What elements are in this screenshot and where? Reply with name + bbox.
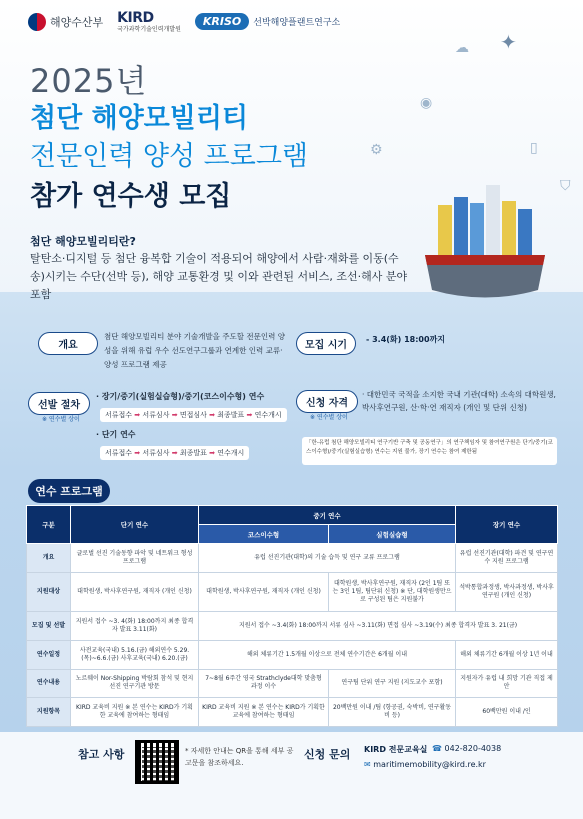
table-cell: 대학원생, 박사후연구원, 재직자 (개인 신청) xyxy=(199,572,329,612)
email-address: maritimemobility@kird.re.kr xyxy=(373,760,486,769)
table-cell: KIRD 교육비 지원 ※ 본 연수는 KIRD가 기획한 교육에 참여하는 형태임 xyxy=(199,698,329,727)
row-header: 연수일정 xyxy=(27,641,71,670)
eligibility-notice: 「한-유럽 첨단 해양모빌리티 연구기반 구축 및 공동연구」의 연구책임자 및 참여연구원은 단기/중기(코스이수형)/중기(실험실습형) 연수는 지원 불가, 장기 연수는 참여 제한됨 xyxy=(302,437,557,465)
inquiry-org: KIRD 전문교육실 xyxy=(364,745,428,754)
mail-icon: ✉ xyxy=(364,760,371,769)
process-long-title: · 장기/중기(실험실습형)/중기(코스이수형) 연수 xyxy=(96,392,265,401)
kird-name: KIRD xyxy=(117,10,154,26)
table-row xyxy=(27,572,558,612)
table-row xyxy=(27,669,558,698)
taegeuk-icon xyxy=(28,13,46,31)
gear-icon: ⚙ xyxy=(370,142,383,158)
logo-bar xyxy=(28,10,340,33)
reference-label: 참고 사항 xyxy=(78,748,125,761)
table-cell: 연구팀 단위 연구 지원 (지도교수 포함) xyxy=(329,669,456,698)
flow-step: 최종발표 xyxy=(179,449,207,457)
table-cell: 지원서 접수 ~3.4(화) 18:00까지 서류 심사 ~3.11(화) 면접 심사 ~3.19(수) 최종 합격자 발표 3. 21(금) xyxy=(199,612,558,641)
inquiry-email[interactable] xyxy=(364,760,486,769)
signal-icon: ◉ xyxy=(420,95,433,111)
programs-label: 연수 프로그램 xyxy=(28,479,110,503)
row-header: 모집 및 선발 xyxy=(27,612,71,641)
table-row xyxy=(27,544,558,573)
kriso-mark: KRISO xyxy=(195,13,249,30)
flow-step: 연수개시 xyxy=(217,449,245,457)
header-short: 단기 연수 xyxy=(71,506,199,544)
definition-answer: 탈탄소·디지털 등 첨단 융복합 기술이 적용되어 해양에서 사람·재화를 이동(수송)시키는 수단(선박 등), 해양 교통환경 및 이와 관련된 서비스, 조선·해사 분야 포함 xyxy=(30,252,408,301)
overview-label: 개요 xyxy=(38,332,98,355)
overview-text: 첨단 해양모빌리티 분야 기술개발을 주도할 전문인력 양성을 위해 유럽 우수 선도연구그룹과 연계한 인력 교류·양성 프로그램 제공 xyxy=(104,332,285,369)
inquiry-label: 신청 문의 xyxy=(304,748,351,761)
program-table xyxy=(26,505,557,727)
kriso-logo xyxy=(195,13,340,30)
eligibility-text: · 대한민국 국적을 소지한 국내 기관(대학) 소속의 대학원생, 박사후연구원, 산·학·연 재직자 (개인 및 단위 신청) xyxy=(362,390,556,412)
phone-icon: ☎ xyxy=(432,744,442,753)
table-cell: 사전교육(국내) 5.16.(금) 해외연수 5.29.(목)~6.6.(금) 사후교육(국내) 6.20.(금) xyxy=(71,641,199,670)
flow-step: 서류접수 xyxy=(105,449,133,457)
table-cell: 7~8월 6주간 영국 Strathclyde대학 맞춤형 과정 이수 xyxy=(199,669,329,698)
title-line-2: 전문인력 양성 프로그램 xyxy=(30,141,308,172)
flow-step: 서류심사 xyxy=(142,411,170,419)
table-cell: KIRD 교육비 지원 ※ 본 연수는 KIRD가 기획한 교육에 참여하는 형태임 xyxy=(71,698,199,727)
table-cell: 20백만원 이내 /팀 (항공권, 숙박비, 연구활동비 등) xyxy=(329,698,456,727)
table-cell: 60백만원 이내 /인 xyxy=(456,698,558,727)
flow-step: 연수개시 xyxy=(254,411,282,419)
table-cell: 유럽 선진기관(대학) 파견 및 연구연수 지원 프로그램 xyxy=(456,544,558,573)
process-long-flow: 서류접수 ➡ 서류심사 ➡ 면접심사 ➡ 최종발표 ➡ 연수개시 xyxy=(100,408,287,422)
cloud-icon: ☁ xyxy=(455,40,469,56)
header-mid: 중기 연수 xyxy=(199,506,456,525)
qr-pattern xyxy=(142,747,178,783)
phone-icon: ▯ xyxy=(530,140,538,156)
qr-code[interactable] xyxy=(135,740,179,784)
definition-question: 첨단 해양모빌리티란? xyxy=(30,235,136,248)
flow-step: 서류접수 xyxy=(105,411,133,419)
table-cell: 석박통합과정생, 박사과정생, 박사후연구원 (개인 신청) xyxy=(456,572,558,612)
process-short-flow: 서류접수 ➡ 서류심사 ➡ 최종발표 ➡ 연수개시 xyxy=(100,446,249,460)
period-text: - 3.4(화) 18:00까지 xyxy=(366,335,446,344)
flow-step: 서류심사 xyxy=(142,449,170,457)
mof-logo xyxy=(28,13,103,31)
row-header: 지원대상 xyxy=(27,572,71,612)
table-row xyxy=(27,612,558,641)
inquiry-phone[interactable] xyxy=(432,744,501,753)
kird-subname: 국가과학기술인력개발원 xyxy=(117,26,181,33)
satellite-icon: ✦ xyxy=(500,30,517,54)
header-category: 구분 xyxy=(27,506,71,544)
process-note: ※ 연수별 상이 xyxy=(42,416,80,423)
header-mid-lab: 실험실습형 xyxy=(329,525,456,544)
process-label: 선발 절차 xyxy=(28,392,90,415)
table-cell: 지원자가 유럽 내 희망 기관 직접 제안 xyxy=(456,669,558,698)
container-ship-illustration xyxy=(420,175,550,305)
kriso-name: 선박해양플랜트연구소 xyxy=(253,18,341,28)
header-mid-course: 코스이수형 xyxy=(199,525,329,544)
row-header: 연수내용 xyxy=(27,669,71,698)
table-cell: 글로벌 선진 기술동향 파악 및 네트워크 형성 프로그램 xyxy=(71,544,199,573)
qr-note: * 자세한 안내는 QR을 통해 세부 공고문을 참조하세요. xyxy=(185,747,294,767)
table-cell: 대학원생, 박사후연구원, 재직자 (개인 신청) xyxy=(71,572,199,612)
period-label: 모집 시기 xyxy=(296,332,356,355)
table-cell: 유럽 선진기관(대학)의 기술 습득 및 연구 교류 프로그램 xyxy=(199,544,456,573)
flow-step: 면접심사 xyxy=(179,411,207,419)
table-row xyxy=(27,641,558,670)
eligibility-note: ※ 연수별 상이 xyxy=(310,414,348,421)
table-cell: 노르웨이 Nor-Shipping 박람회 참석 및 현지 선진 연구기관 방문 xyxy=(71,669,199,698)
header-long: 장기 연수 xyxy=(456,506,558,544)
row-header: 개요 xyxy=(27,544,71,573)
row-header: 지원항목 xyxy=(27,698,71,727)
eligibility-label: 신청 자격 xyxy=(296,390,358,413)
table-cell: 지원서 접수 ~3. 4(화) 18:00까지 최종 합격자 발표 3.11(화) xyxy=(71,612,199,641)
process-short-title: · 단기 연수 xyxy=(96,430,136,439)
flow-step: 최종발표 xyxy=(217,411,245,419)
table-row xyxy=(27,698,558,727)
title-line-3: 참가 연수생 모집 xyxy=(30,181,232,212)
mof-name: 해양수산부 xyxy=(50,15,104,29)
title-line-1: 첨단 해양모빌리티 xyxy=(30,103,249,134)
phone-number: 042-820-4038 xyxy=(444,744,502,753)
year-title: 2025년 xyxy=(30,62,148,100)
table-cell: 대학원생, 박사후연구원, 재직자 (2인 1팀 또는 3인 1팀, 팀단위 신청) ※ 단, 대학원생만으로 구성된 팀은 지원불가 xyxy=(329,572,456,612)
table-cell: 해외 체류기간 1.5개월 이상으로 전체 연수기간은 6개월 이내 xyxy=(199,641,456,670)
kird-logo xyxy=(117,10,181,33)
table-cell: 해외 체류기간 6개월 이상 1년 이내 xyxy=(456,641,558,670)
shield-icon: ⛉ xyxy=(560,178,571,194)
